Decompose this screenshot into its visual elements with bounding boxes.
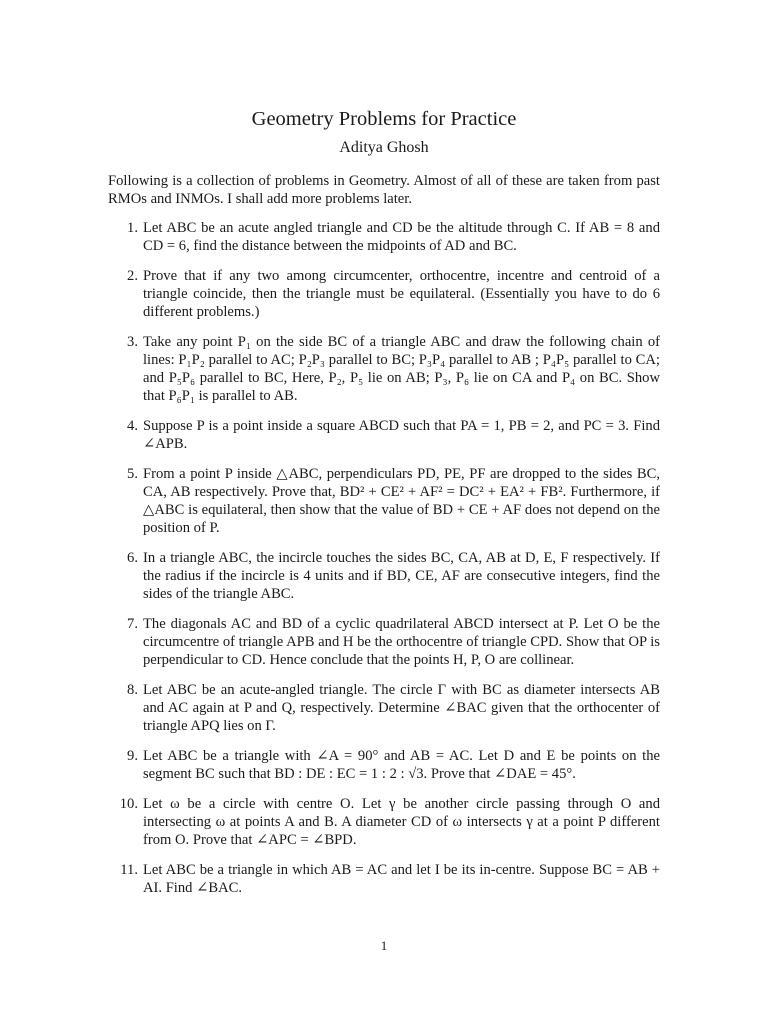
problem-text: Let ABC be an acute-angled triangle. The circle Γ with BC as diameter intersects AB and AC again at P and Q, respectively. Determine ∠BAC given that the orthocenter of triangle APQ lies on Γ. — [143, 682, 660, 734]
problem-number: 2. — [127, 268, 138, 284]
problem-text: Let ABC be an acute angled triangle and CD be the altitude through C. If AB = 8 and CD = 6, find the distance between the midpoints of AD and BC. — [143, 220, 660, 254]
problem-item — [108, 549, 660, 603]
problem-item — [108, 267, 660, 321]
page-title: Geometry Problems for Practice — [251, 108, 517, 130]
problem-item — [108, 615, 660, 669]
problem-number: 3. — [127, 334, 138, 350]
problem-number: 5. — [127, 466, 138, 482]
author-name: Aditya Ghosh — [339, 139, 429, 156]
problem-number: 4. — [127, 418, 138, 434]
problem-text: From a point P inside △ABC, perpendiculars PD, PE, PF are dropped to the sides BC, CA, AB respectively. Prove that, BD² + CE² + AF² = DC² + EA² + FB². Furthermore, if △ABC is equilateral, then show that the value of BD + CE + AF does not depend on the position of P. — [143, 466, 660, 536]
problem-number: 8. — [127, 682, 138, 698]
problem-text: Take any point P₁ on the side BC of a triangle ABC and draw the following chain of lines: P₁P₂ parallel to AC; P₂P₃ parallel to BC; P₃P₄ parallel to AB ; P₄P₅ parallel to CA; and P₅P₆ parallel to BC, Here, P₂, P₅ lie on AB; P₃, P₆ lie on CA and P₄ on BC. Show that P₆P₁ is parallel to AB. — [143, 334, 660, 404]
problem-text: In a triangle ABC, the incircle touches the sides BC, CA, AB at D, E, F respectively. If the radius if the incircle is 4 units and if BD, CE, AF are consecutive integers, find the sides of the triangle ABC. — [143, 550, 660, 602]
problem-text: Prove that if any two among circumcenter, orthocentre, incentre and centroid of a triangle coincide, then the triangle must be equilateral. (Essentially you have to do 6 different problems.) — [143, 268, 660, 320]
problem-number: 7. — [127, 616, 138, 632]
problem-item — [108, 417, 660, 453]
problem-text: Let ω be a circle with centre O. Let γ be another circle passing through O and intersecting ω at points A and B. A diameter CD of ω intersects γ at a point P different from O. Prove that ∠APC = ∠BPD. — [143, 796, 660, 848]
problem-number: 6. — [127, 550, 138, 566]
problem-number: 1. — [127, 220, 138, 236]
problem-text: Let ABC be a triangle with ∠A = 90° and AB = AC. Let D and E be points on the segment BC such that BD : DE : EC = 1 : 2 : √3. Prove that ∠DAE = 45°. — [143, 748, 660, 782]
problem-list — [108, 219, 660, 909]
problem-item — [108, 465, 660, 537]
problem-number: 10. — [119, 796, 138, 812]
problem-number: 11. — [120, 862, 138, 878]
problem-text: Suppose P is a point inside a square ABCD such that PA = 1, PB = 2, and PC = 3. Find ∠APB. — [143, 418, 660, 452]
problem-item — [108, 219, 660, 255]
problem-item — [108, 861, 660, 897]
problem-number: 9. — [127, 748, 138, 764]
page-number: 1 — [380, 938, 388, 953]
problem-text: Let ABC be a triangle in which AB = AC and let I be its in-centre. Suppose BC = AB + AI. Find ∠BAC. — [143, 862, 660, 896]
problem-item — [108, 747, 660, 783]
problem-text: The diagonals AC and BD of a cyclic quadrilateral ABCD intersect at P. Let O be the circumcentre of triangle APB and H be the orthocentre of triangle CPD. Show that OP is perpendicular to CD. Hence conclude that the points H, P, O are collinear. — [143, 616, 660, 668]
problem-item — [108, 795, 660, 849]
problem-item — [108, 333, 660, 405]
intro-paragraph: Following is a collection of problems in Geometry. Almost of all of these are taken from past RMOs and INMOs. I shall add more problems later. — [108, 173, 660, 207]
problem-item — [108, 681, 660, 735]
